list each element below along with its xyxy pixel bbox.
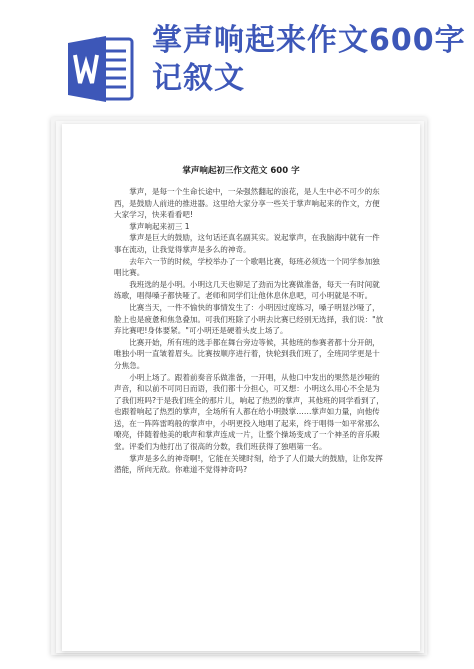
document-paragraph: 掌声，是每一个生命长途中，一朵强然翻起的浪花，是人生中必不可少的东西，是鼓励人前进的推进器。这里给大家分享一些关于掌声响起来的作文，方便大家学习，快来看看吧! bbox=[114, 187, 380, 220]
document-body bbox=[114, 186, 384, 476]
document-paragraph: 掌声响起来初三 1 bbox=[129, 221, 190, 231]
word-document-icon bbox=[66, 33, 138, 105]
document-title: 掌声响起初三作文范文 600 字 bbox=[182, 166, 300, 176]
document-paragraph: 去年六一节的时候，学校举办了一个歌唱比赛，每班必须选一个同学参加独唱比赛。 bbox=[114, 256, 380, 278]
document-paragraph: 比赛当天，一件不愉快的事情发生了：小明因过度练习，嗓子明显沙哑了，脸上也是疲惫和焦急叠加。可我们班除了小明去比赛已经别无选择，我们说："放弃比赛吧!身体要紧。"可小明还是硬着头皮上场了。 bbox=[114, 302, 384, 336]
document-paragraph: 我班选的是小明。小明这几天也铆足了劲而为比赛做准备，每天一有时间就练歌，唱得嗓子都快哑了。老师和同学们让他休息休息吧，可小明就是不听。 bbox=[114, 279, 380, 301]
document-paragraph: 掌声是巨大的鼓励，这句话还真名副其实。说起掌声，在我脑海中就有一件事在流动，让我觉得掌声是多么的神奇。 bbox=[114, 233, 380, 254]
document-paragraph: 比赛开始，所有班的选手都在舞台旁边等候，其他班的参赛者都十分开朗，唯独小明一直皱着眉头。比赛按顺序进行着，快轮到我们班了，全班同学更是十分焦急。 bbox=[114, 337, 380, 370]
document-paragraph: 掌声是多么的神奇啊!，它能在关键时刻，给予了人们最大的鼓励，让你发挥潜能，所向无敌。你难道不觉得神奇吗? bbox=[114, 453, 383, 475]
document-page bbox=[62, 124, 420, 651]
banner-title: 掌声响起来作文600字记叙文 bbox=[152, 23, 466, 96]
document-paragraph: 小明上场了。跟着前奏音乐做准备，一开唱，从他口中发出的果然是沙哑的声音，和以前不可同日而语，我们都十分担心，可又想：小明这么用心不全是为了我们班吗?于是我们班全的那片儿，响起了热烈的掌声，其他班的同学看到了，也跟着响起了热烈的掌声，全场所有人都在给小明鼓掌……掌声如力量，向他传送，在一阵阵雷鸣般的掌声中，小明更投入地唱了起来，终于唱得一如平常那么嘹亮，伴随着他美的歌声和掌声连成一片，让整个操场变成了一个神圣的音乐殿堂。评委们为他打出了很高的分数，我们班获得了独唱第一名。 bbox=[114, 372, 384, 452]
